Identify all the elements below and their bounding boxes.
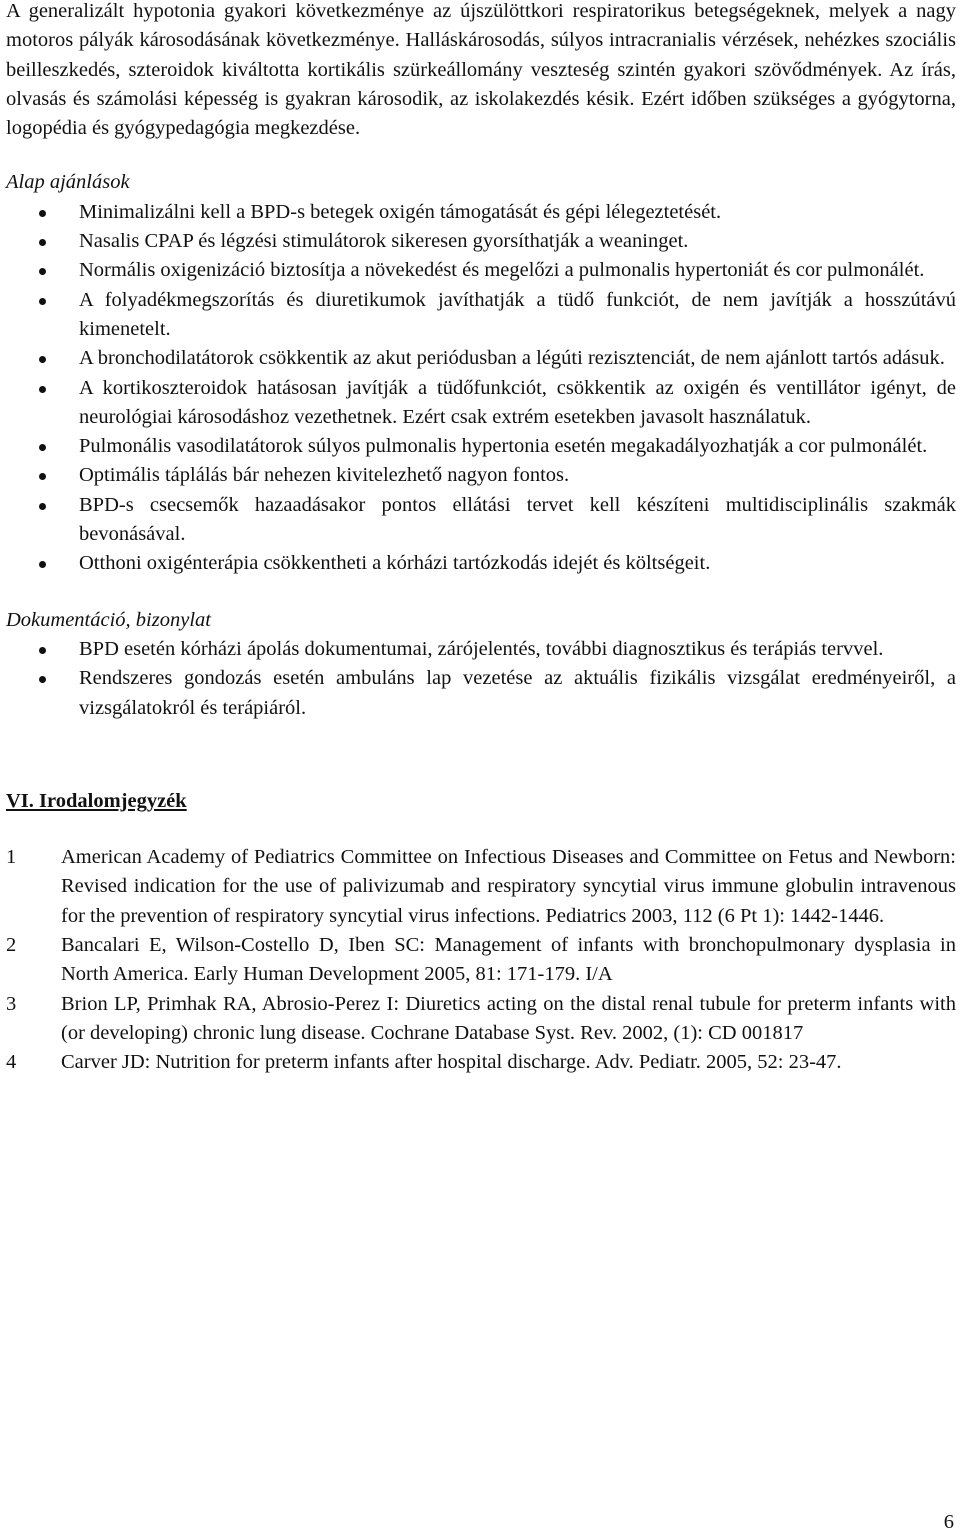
reference-item [6,1048,956,1077]
reference-number: 4 [6,1051,17,1074]
references-title: VI. Irodalomjegyzék [6,789,187,812]
reference-text: Carver JD: Nutrition for preterm infants after hospital discharge. Adv. Pediatr. 2005, 52: 23-47. [61,1051,842,1074]
reference-item [6,990,956,1049]
reference-number: 3 [6,992,17,1015]
reference-text: Brion LP, Primhak RA, Abrosio-Perez I: Diuretics acting on the distal renal tubule for preterm infants with (or developing) chronic lung disease. Cochrane Database Syst. Rev. 2002, (1): CD 001817 [61,992,956,1044]
dok-item: Rendszeres gondozás esetén ambuláns lap vezetése az aktuális fizikális vizsgálat eredményeiről, a vizsgálatokról és terápiáról. [6,664,956,723]
reference-number: 1 [6,846,17,869]
intro-sentence-4: Ezért időben szükséges a gyógytorna, logopédia és gyógypedagógia megkezdése. [6,87,956,140]
alap-item: A bronchodilatátorok csökkentik az akut periódusban a légúti rezisztenciát, de nem ajánlott tartós adásuk. [6,344,956,373]
alap-item: Optimális táplálás bár nehezen kivitelezhető nagyon fontos. [6,461,956,490]
intro-sentence-1: A generalizált hypotonia gyakori következménye az újszülöttkori respiratorikus betegségeknek, melyek a nagy motoros pályák károsodásának következménye. [6,0,956,52]
alap-item: BPD-s csecsemők hazaadásakor pontos ellátási tervet kell készíteni multidisciplinális szakmák bevonásával. [6,491,956,550]
alap-heading: Alap ajánlások [6,171,130,194]
reference-item [6,843,956,931]
alap-item: Otthoni oxigénterápia csökkentheti a kórházi tartózkodás idejét és költségeit. [6,549,956,578]
intro-sentence-2: Halláskárosodás, súlyos intracranialis vérzések, nehézkes szociális beilleszkedés, szteroidok kiváltotta kortikális szürkeállomány veszteség szintén gyakori szövődmények. [6,29,957,81]
intro-sentence-3: Az írás, olvasás és számolási képesség is gyakran károsodik, az iskolakezdés késik. [6,58,956,110]
alap-item: Minimalizálni kell a BPD-s betegek oxigén támogatását és gépi lélegeztetését. [6,198,956,227]
dok-heading: Dokumentáció, bizonylat [6,608,211,631]
document-page [6,0,956,1078]
alap-item: A folyadékmegszorítás és diuretikumok javíthatják a tüdő funkciót, de nem javítják a hosszútávú kimenetelt. [6,286,956,345]
reference-text: American Academy of Pediatrics Committee on Infectious Diseases and Committee on Fetus and Newborn: Revised indication for the use of palivizumab and respiratory syncytial virus immune globulin intravenous for the prevention of respiratory syncytial virus infections. Pediatrics 2003, 112 (6 Pt 1): 1442-1446. [61,846,956,927]
page-number: 6 [943,1511,954,1533]
alap-item: Nasalis CPAP és légzési stimulátorok sikeresen gyorsíthatják a weaninget. [6,227,956,256]
alap-item: Normális oxigenizáció biztosítja a növekedést és megelőzi a pulmonalis hypertoniát és cor pulmonálét. [6,256,956,285]
reference-text: Bancalari E, Wilson-Costello D, Iben SC: Management of infants with bronchopulmonary dysplasia in North America. Early Human Development 2005, 81: 171-179. I/A [61,934,956,986]
dok-list [6,635,956,723]
reference-item [6,931,956,990]
alap-list [6,198,956,579]
reference-number: 2 [6,934,17,957]
dok-item: BPD esetén kórházi ápolás dokumentumai, zárójelentés, további diagnosztikus és terápiás tervvel. [6,635,956,664]
intro-paragraph [6,0,956,143]
alap-item: A kortikoszteroidok hatásosan javítják a tüdőfunkciót, csökkentik az oxigén és ventillátor igényt, de neurológiai károsodáshoz vezethetnek. Ezért csak extrém esetekben javasolt használatuk. [6,374,956,433]
alap-item: Pulmonális vasodilatátorok súlyos pulmonalis hypertonia esetén megakadályozhatják a cor pulmonálét. [6,432,956,461]
references-list [6,843,956,1077]
